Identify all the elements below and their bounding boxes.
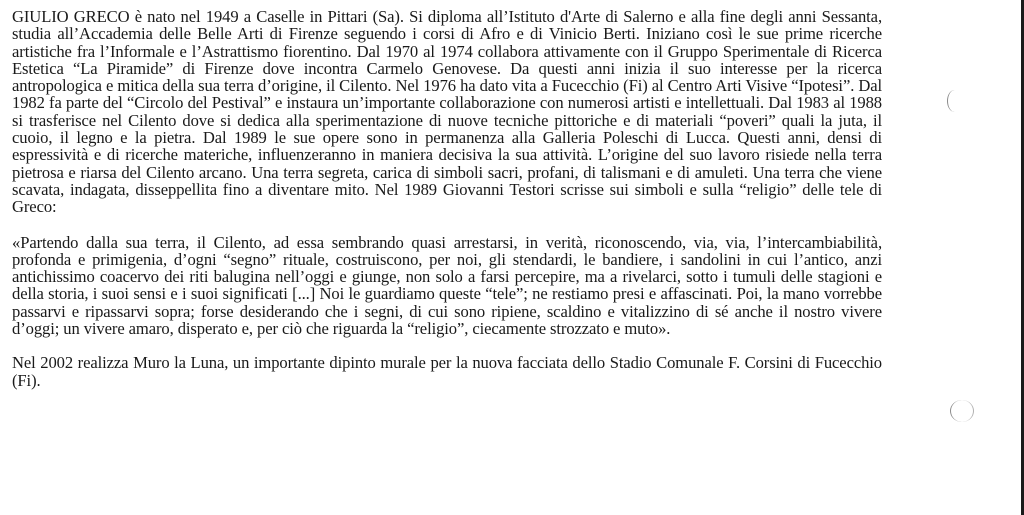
text-body	[12, 8, 882, 389]
testori-quote-paragraph: «Partendo dalla sua terra, il Cilento, ad essa sembrando quasi arrestarsi, in verità, riconoscendo, via, via, l’intercambiabilità, profonda e primigenia, d’ogni “segno” rituale, costruiscono, per noi, gli stendardi, le bandiere, i sandolini in cui l’antico, anzi antichissimo coacervo dei riti balugina nell’oggi e giunge, non solo a farsi percepire, ma a rivelarci, sotto i tumuli delle stagioni e della storia, i suoi sensi e i suoi significati [...] Noi le guardiamo queste “tele”; ne restiamo presi e affascinati. Poi, la mano vorrebbe passarvi e ripassarvi sopra; forse desiderando che i segni, di cui sono ripiene, scaldino e vitalizzino di sé anche il nostro vivere d’oggi; un vivere amaro, disperato e, per ciò che riguarda la “religio”, ciecamente strozzato e muto».	[12, 232, 882, 339]
binder-hole-mark	[950, 400, 974, 422]
mural-paragraph: Nel 2002 realizza Muro la Luna, un importante dipinto murale per la nuova facciata dello Stadio Comunale F. Corsini di Fucecchio (Fi).	[12, 353, 882, 390]
binder-hole-mark	[947, 90, 962, 112]
biography-paragraph: GIULIO GRECO è nato nel 1949 a Caselle in Pittari (Sa). Si diploma all’Istituto d'Arte di Salerno e alla fine degli anni Sessanta, studia all’Accademia delle Belle Arti di Firenze seguendo i corsi di Afro e di Vinicio Berti. Iniziano così le sue prime ricerche artistiche fra l’Informale e l’Astrattismo fiorentino. Dal 1970 al 1974 collabora attivamente con il Gruppo Sperimentale di Ricerca Estetica “La Piramide” di Firenze dove incontra Carmelo Genovese. Da questi anni inizia il suo interesse per la ricerca antropologica e mitica della sua terra d’origine, il Cilento. Nel 1976 ha dato vita a Fucecchio (Fi) al Centro Arti Visive “Ipotesi”. Dal 1982 fa parte del “Circolo del Pestival” e instaura un’importante collaborazione con numerosi artisti e intellettuali. Dal 1983 al 1988 si trasferisce nel Cilento dove si dedica alla sperimentazione di nuove tecniche pittoriche e di materiali “poveri” quali la juta, il cuoio, il legno e la pietra. Dal 1989 le sue opere sono in permanenza alla Galleria Poleschi di Lucca. Questi anni, densi di espressività e di ricerche materiche, influenzeranno in maniera decisiva la sua attività. L’origine del suo lavoro risiede nella terra pietrosa e riarsa del Cilento arcano. Una terra segreta, carica di simboli sacri, profani, di talismani e di amuleti. Una terra che viene scavata, indagata, disseppellita fino a diventare mito. Nel 1989 Giovanni Testori scrisse sui simboli e sulla “religio” delle tele di Greco:	[12, 7, 882, 217]
